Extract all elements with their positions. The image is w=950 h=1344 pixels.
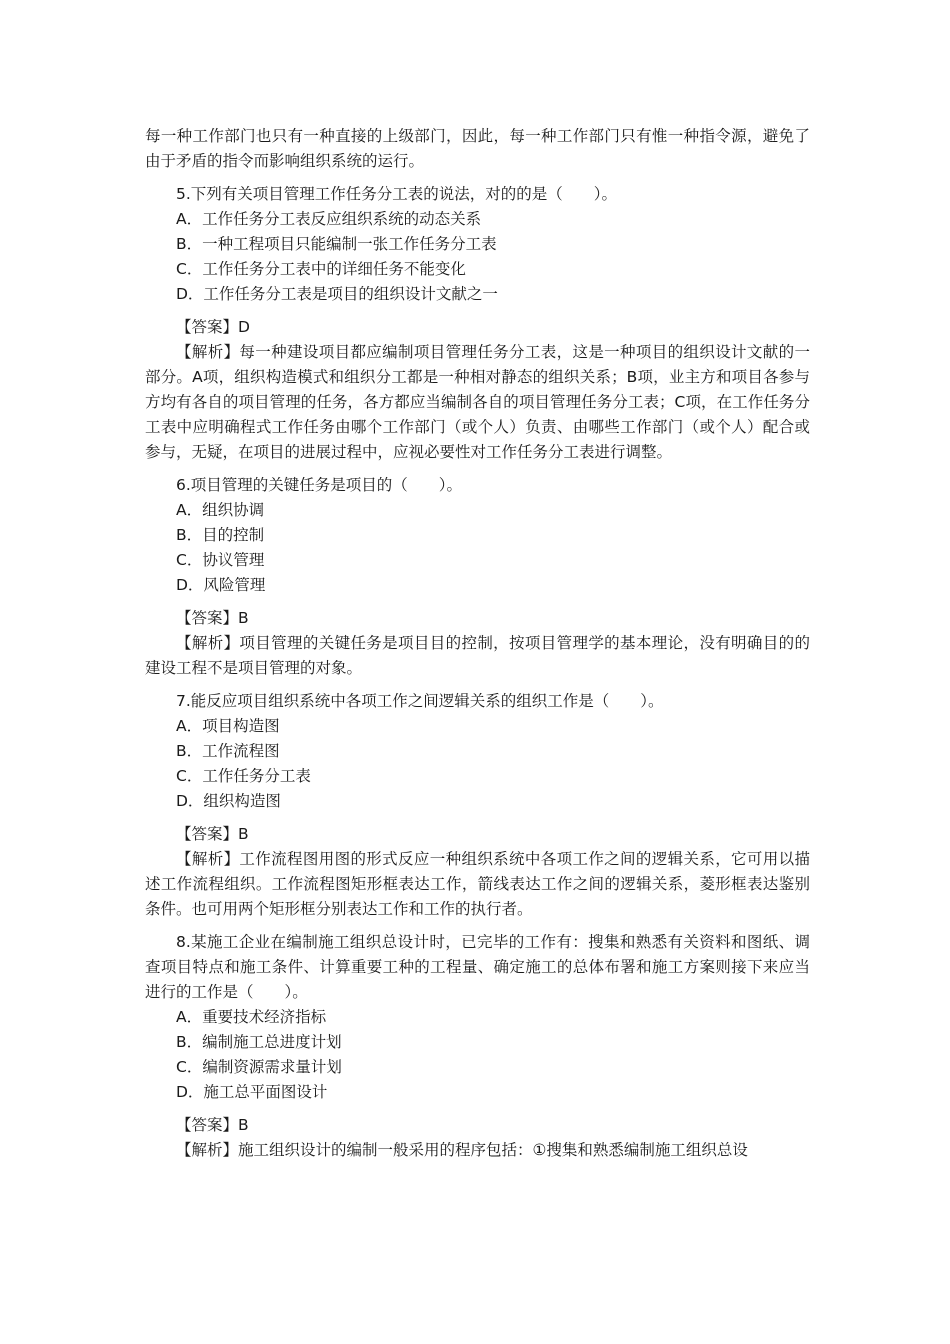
option-a: A．重要技术经济指标 [176, 1008, 327, 1026]
question-6 [145, 473, 810, 681]
analysis-paragraph: 【解析】工作流程图用图的形式反应一种组织系统中各项工作之间的逻辑关系，它可用以描述工作流程组织。工作流程图矩形框表达工作，箭线表达工作之间的逻辑关系，菱形框表达鉴别条件。也可用两个矩形框分别表达工作和工作的执行者。 [145, 850, 810, 918]
option-c: C．工作任务分工表 [176, 767, 311, 785]
analysis-paragraph: 【解析】施工组织设计的编制一般采用的程序包括：①搜集和熟悉编制施工组织总设 [176, 1141, 748, 1159]
option-b: B．目的控制 [176, 526, 265, 544]
answer-line: 【答案】D [176, 318, 250, 336]
analysis-paragraph: 【解析】项目管理的关键任务是项目目的控制，按项目管理学的基本理论，没有明确目的的建设工程不是项目管理的对象。 [145, 634, 810, 677]
option-b: B．一种工程项目只能编制一张工作任务分工表 [176, 235, 497, 253]
option-a: A．组织协调 [176, 501, 265, 519]
question-stem: 5.下列有关项目管理工作任务分工表的说法，对的的是（ ）。 [176, 185, 618, 203]
option-a: A．项目构造图 [176, 717, 280, 735]
option-c: C．协议管理 [176, 551, 265, 569]
option-d: D．组织构造图 [176, 792, 281, 810]
question-stem: 7.能反应项目组织系统中各项工作之间逻辑关系的组织工作是（ ）。 [176, 692, 664, 710]
question-5 [145, 182, 810, 465]
analysis-paragraph: 【解析】每一种建设项目都应编制项目管理任务分工表，这是一种项目的组织设计文献的一部分。A项，组织构造模式和组织分工都是一种相对静态的组织关系；B项，业主方和项目各参与方均有各自的项目管理的任务，各方都应当编制各自的项目管理任务分工表；C项，在工作任务分工表中应明确程式工作任务由哪个工作部门（或个人）负责、由哪些工作部门（或个人）配合或参与，无疑，在项目的进展过程中，应视必要性对工作任务分工表进行调整。 [145, 343, 810, 461]
document-body [145, 124, 810, 1163]
answer-line: 【答案】B [176, 609, 249, 627]
question-8 [145, 930, 810, 1163]
option-c: C．工作任务分工表中的详细任务不能变化 [176, 260, 466, 278]
option-b: B．工作流程图 [176, 742, 280, 760]
answer-line: 【答案】B [176, 1116, 249, 1134]
question-stem: 8.某施工企业在编制施工组织总设计时，已完毕的工作有：搜集和熟悉有关资料和图纸、调查项目特点和施工条件、计算重要工种的工程量、确定施工的总体布署和施工方案则接下来应当进行的工作是（ ）。 [145, 933, 810, 1001]
option-d: D．风险管理 [176, 576, 266, 594]
option-c: C．编制资源需求量计划 [176, 1058, 342, 1076]
question-stem: 6.项目管理的关键任务是项目的（ ）。 [176, 476, 463, 494]
option-d: D．施工总平面图设计 [176, 1083, 328, 1101]
answer-line: 【答案】B [176, 825, 249, 843]
option-d: D．工作任务分工表是项目的组织设计文献之一 [176, 285, 498, 303]
option-b: B．编制施工总进度计划 [176, 1033, 342, 1051]
intro-paragraph: 每一种工作部门也只有一种直接的上级部门，因此，每一种工作部门只有惟一种指令源，避免了由于矛盾的指令而影响组织系统的运行。 [145, 127, 810, 170]
question-7 [145, 689, 810, 922]
option-a: A．工作任务分工表反应组织系统的动态关系 [176, 210, 482, 228]
